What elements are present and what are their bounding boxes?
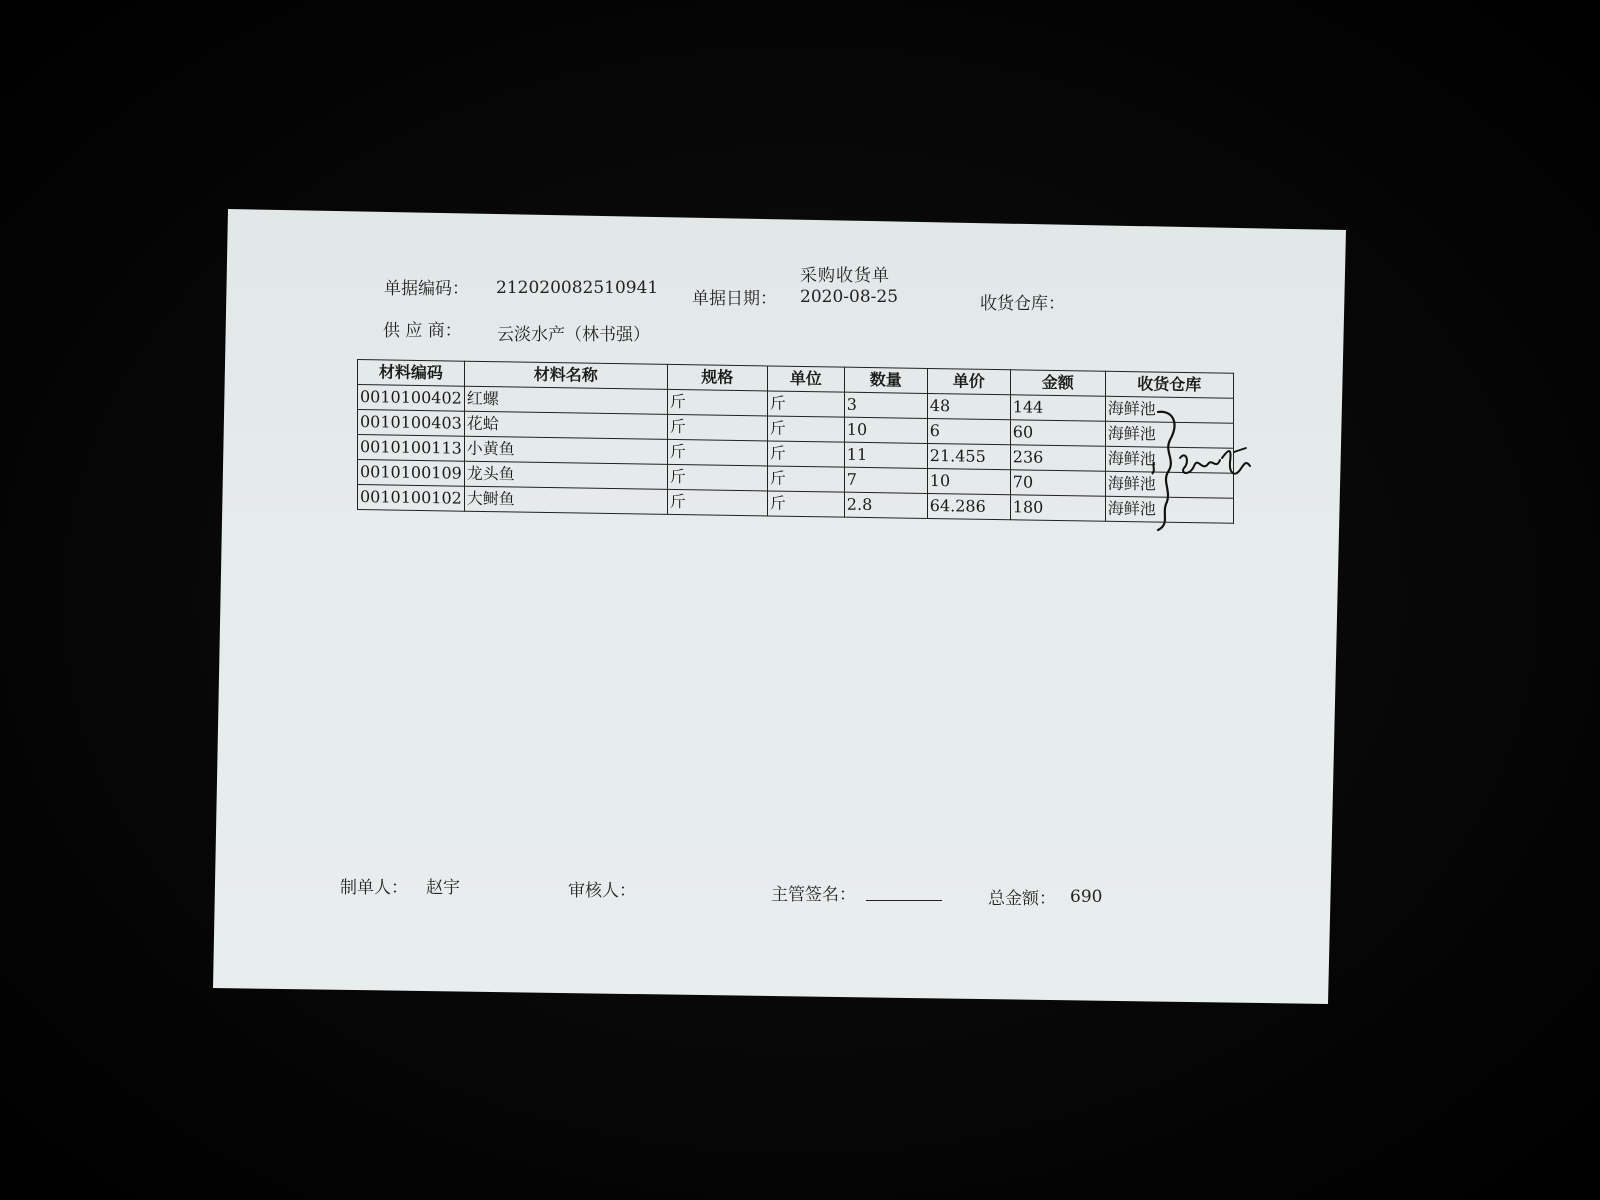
cell-quantity: 11 [844, 442, 927, 468]
cell-material-name: 龙头鱼 [464, 461, 667, 489]
cell-amount: 144 [1010, 395, 1105, 421]
maker-label: 制单人： [340, 878, 408, 898]
cell-spec: 斤 [667, 464, 767, 491]
cell-unit-price: 6 [927, 418, 1010, 444]
handwritten-signature-icon [1150, 400, 1260, 540]
cell-spec: 斤 [667, 439, 767, 466]
cell-material-name: 大鲥鱼 [464, 486, 667, 514]
header-quantity: 数量 [844, 367, 927, 393]
cell-warehouse: 海鲜池 [1105, 446, 1233, 473]
cell-unit: 斤 [767, 416, 844, 442]
cell-material-code: 0010100403 [358, 410, 465, 437]
cell-amount: 60 [1010, 420, 1105, 446]
cell-unit: 斤 [767, 466, 844, 492]
cell-warehouse: 海鲜池 [1105, 496, 1233, 523]
total-value: 690 [1070, 887, 1103, 907]
header-material-name: 材料名称 [464, 361, 667, 389]
cell-quantity: 3 [844, 392, 927, 418]
items-table [357, 359, 1234, 524]
cell-quantity: 7 [844, 467, 927, 493]
reviewer-label: 审核人： [568, 881, 636, 901]
cell-material-name: 小黄鱼 [464, 436, 667, 464]
cell-unit-price: 10 [927, 468, 1010, 494]
header-unit: 单位 [767, 366, 844, 392]
cell-material-code: 0010100402 [358, 385, 465, 412]
cell-unit-price: 64.286 [927, 493, 1010, 519]
header-material-code: 材料编码 [358, 360, 465, 387]
cell-unit-price: 21.455 [927, 443, 1010, 469]
header-warehouse: 收货仓库 [1105, 371, 1233, 398]
cell-amount: 180 [1010, 495, 1105, 521]
cell-quantity: 2.8 [844, 492, 927, 518]
cell-unit-price: 48 [927, 393, 1010, 419]
maker-value: 赵宇 [426, 878, 460, 898]
header-spec: 规格 [667, 364, 767, 391]
cell-unit: 斤 [767, 391, 844, 417]
doc-no-label: 单据编码： [384, 279, 469, 299]
doc-date-value: 2020-08-25 [800, 287, 899, 307]
header-unit-price: 单价 [927, 368, 1010, 394]
warehouse-label: 收货仓库： [980, 294, 1065, 314]
cell-material-name: 花蛤 [464, 411, 667, 439]
cell-amount: 70 [1010, 470, 1105, 496]
doc-date-label: 单据日期： [692, 289, 777, 309]
cell-material-code: 0010100102 [358, 485, 465, 512]
cell-warehouse: 海鲜池 [1105, 421, 1233, 448]
cell-spec: 斤 [667, 414, 767, 441]
cell-quantity: 10 [844, 417, 927, 443]
manager-signature-blank [866, 886, 942, 901]
cell-material-code: 0010100109 [358, 460, 465, 487]
cell-material-name: 红螺 [464, 386, 667, 414]
cell-spec: 斤 [667, 389, 767, 416]
cell-spec: 斤 [667, 489, 767, 516]
cell-amount: 236 [1010, 445, 1105, 471]
cell-unit: 斤 [767, 491, 844, 517]
header-amount: 金额 [1010, 370, 1105, 396]
doc-no-value: 212020082510941 [496, 278, 659, 298]
cell-unit: 斤 [767, 441, 844, 467]
cell-material-code: 0010100113 [358, 435, 465, 462]
manager-label: 主管签名： [771, 885, 856, 905]
supplier-label: 供 应 商： [383, 321, 462, 341]
total-label: 总金额： [988, 889, 1056, 909]
cell-warehouse: 海鲜池 [1105, 396, 1233, 423]
supplier-value: 云淡水产（林书强） [497, 325, 650, 345]
document-title: 采购收货单 [800, 266, 890, 286]
cell-warehouse: 海鲜池 [1105, 471, 1233, 498]
